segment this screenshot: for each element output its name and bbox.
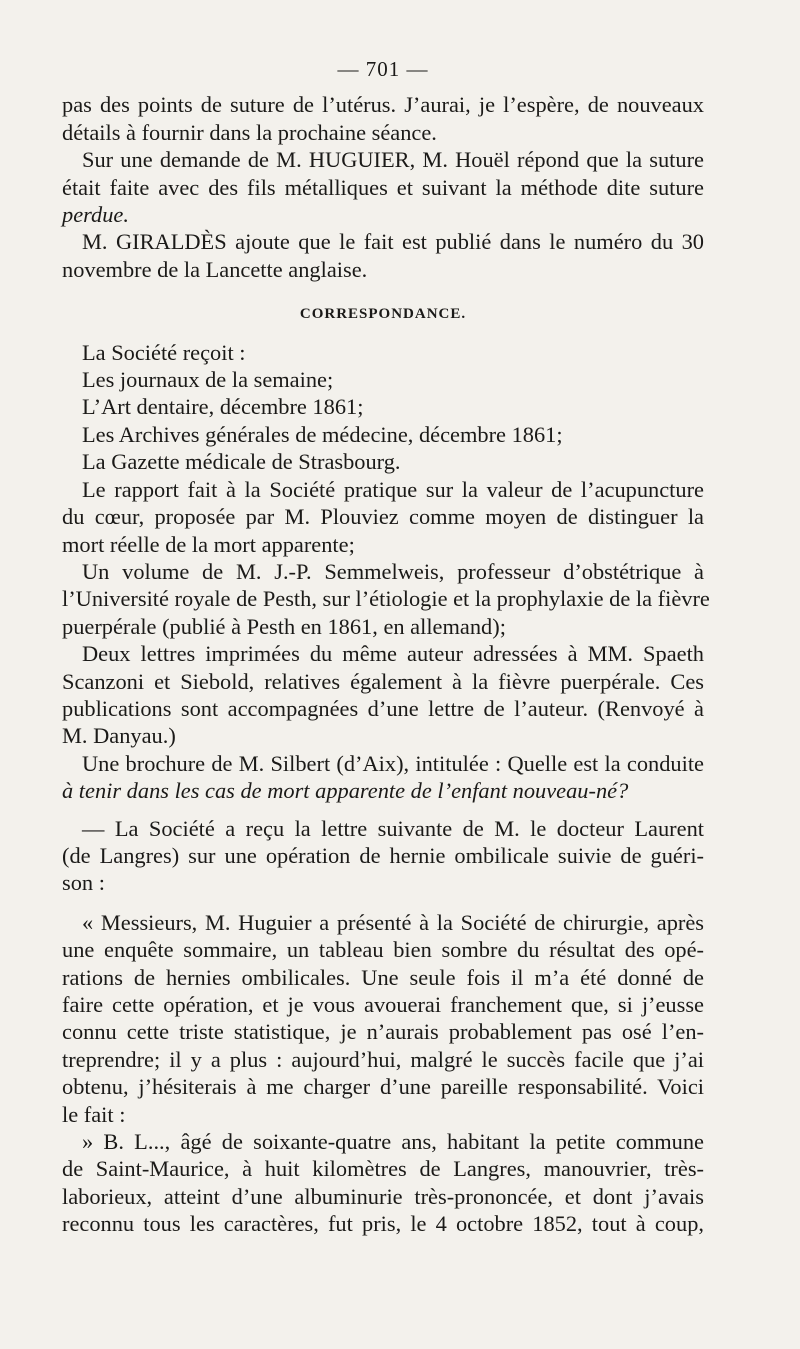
text-line: pas des points de suture de l’utérus. J’aurai, je l’espère, de nouveaux bbox=[62, 92, 704, 118]
text-line: M. GIRALDÈS ajoute que le fait est publié dans le numéro du 30 bbox=[82, 229, 704, 255]
section-heading: CORRESPONDANCE. bbox=[299, 306, 467, 323]
text-line: treprendre; il y a plus : aujourd’hui, malgré le succès facile que j’ai bbox=[62, 1046, 704, 1072]
text-line: Une brochure de M. Silbert (d’Aix), intitulée : Quelle est la conduite bbox=[82, 750, 704, 776]
text-line: Deux lettres imprimées du même auteur adressées à MM. Spaeth bbox=[82, 641, 704, 667]
text-line: » B. L..., âgé de soixante-quatre ans, habitant la petite commune bbox=[82, 1129, 704, 1155]
text-line: du cœur, proposée par M. Plouviez comme moyen de distinguer la bbox=[62, 504, 704, 530]
text-line: l’Université royale de Pesth, sur l’étiologie et la prophylaxie de la fièvre bbox=[62, 586, 710, 612]
text-line: reconnu tous les caractères, fut pris, le 4 octobre 1852, tout à coup, bbox=[62, 1211, 704, 1237]
text-line: rations de hernies ombilicales. Une seule fois il m’a été donné de bbox=[62, 964, 704, 990]
text-line: à tenir dans les cas de mort apparente de l’enfant nouveau-né? bbox=[62, 778, 629, 804]
text-line: Sur une demande de M. HUGUIER, M. Houël répond que la suture bbox=[82, 147, 704, 173]
text-line: de Saint-Maurice, à huit kilomètres de Langres, manouvrier, très- bbox=[62, 1156, 704, 1182]
text-line: le fait : bbox=[62, 1101, 126, 1127]
text-line: Les Archives générales de médecine, décembre 1861; bbox=[82, 421, 563, 447]
text-line: publications sont accompagnées d’une lettre de l’auteur. (Renvoyé à bbox=[62, 695, 704, 721]
text-line: (de Langres) sur une opération de hernie ombilicale suivie de guéri- bbox=[62, 842, 704, 868]
text-line: La Société reçoit : bbox=[82, 339, 246, 365]
text-line: faire cette opération, et je vous avouerai franchement que, si j’eusse bbox=[62, 992, 704, 1017]
text-line: La Gazette médicale de Strasbourg. bbox=[82, 449, 401, 475]
text-line: détails à fournir dans la prochaine séance. bbox=[62, 119, 437, 145]
text-line: une enquête sommaire, un tableau bien sombre du résultat des opé- bbox=[62, 937, 704, 963]
text-line: novembre de la Lancette anglaise. bbox=[62, 256, 368, 282]
text-line: « Messieurs, M. Huguier a présenté à la Société de chirurgie, après bbox=[82, 909, 704, 935]
text-line: Un volume de M. J.-P. Semmelweis, professeur d’obstétrique à bbox=[82, 558, 704, 584]
text-line: laborieux, atteint d’une albuminurie très-prononcée, et dont j’avais bbox=[62, 1183, 704, 1209]
text-line: mort réelle de la mort apparente; bbox=[62, 531, 355, 557]
text-line: perdue. bbox=[62, 202, 129, 228]
text-line: — La Société a reçu la lettre suivante de M. le docteur Laurent bbox=[82, 815, 704, 841]
text-line: obtenu, j’hésiterais à me charger d’une pareille responsabilité. Voici bbox=[62, 1074, 704, 1100]
text-line: son : bbox=[62, 870, 105, 896]
text-line: connu cette triste statistique, je n’aurais probablement pas osé l’en- bbox=[62, 1019, 704, 1045]
text-line: Scanzoni et Siebold, relatives également à la fièvre puerpérale. Ces bbox=[62, 668, 704, 694]
text-line: M. Danyau.) bbox=[62, 723, 176, 749]
text-line: puerpérale (publié à Pesth en 1861, en allemand); bbox=[62, 613, 506, 639]
page-number: — 701 — bbox=[337, 57, 429, 81]
text-line: était faite avec des fils métalliques et suivant la méthode dite suture bbox=[62, 174, 704, 200]
text-line: L’Art dentaire, décembre 1861; bbox=[82, 394, 364, 420]
text-line: Les journaux de la semaine; bbox=[82, 367, 334, 393]
text-line: Le rapport fait à la Société pratique sur la valeur de l’acupuncture bbox=[82, 476, 704, 502]
